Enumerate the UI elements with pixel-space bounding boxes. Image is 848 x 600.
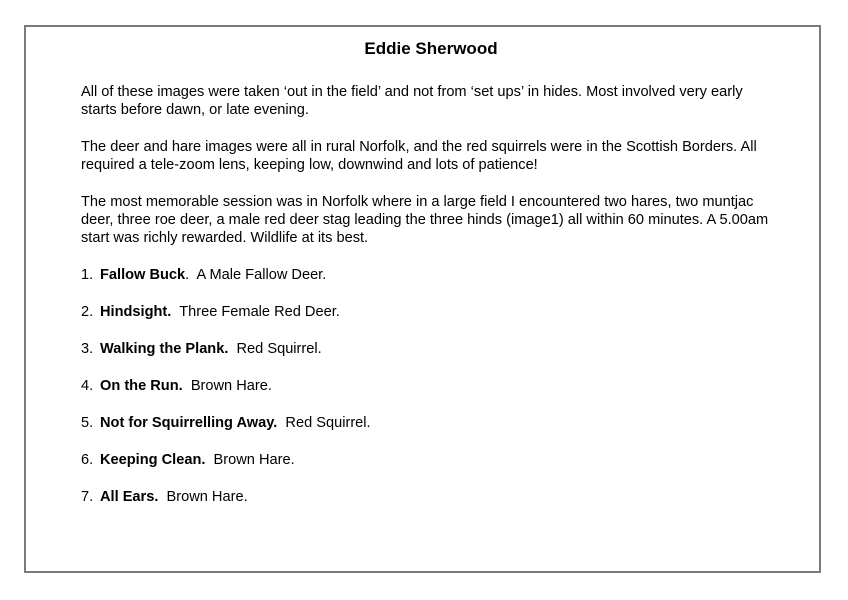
intro-paragraph: All of these images were taken ‘out in the field’ and not from ‘set ups’ in hides. Most involved very early starts before dawn, or late evening.: [81, 84, 743, 118]
document-content: [81, 39, 781, 525]
list-item: [81, 340, 781, 358]
item-description: Three Female Red Deer.: [179, 304, 340, 320]
item-description: A Male Fallow Deer.: [196, 267, 327, 283]
location-paragraph: The deer and hare images were all in rural Norfolk, and the red squirrels were in the Scottish Borders. All required a tele-zoom lens, keeping low, downwind and lots of patience!: [81, 139, 757, 173]
item-number: 1.: [81, 267, 94, 283]
list-item: 1. Fallow Buck. A Male Fallow Deer.: [81, 267, 327, 283]
list-item: [81, 414, 781, 432]
item-number: 3.: [81, 341, 94, 357]
item-number: 6.: [81, 452, 94, 468]
list-item: [81, 303, 781, 321]
item-description: Red Squirrel.: [236, 341, 322, 357]
item-description: Brown Hare.: [166, 489, 248, 505]
item-title: Hindsight.: [100, 304, 172, 320]
item-number: 7.: [81, 489, 94, 505]
list-item: [81, 451, 781, 469]
list-item: [81, 488, 781, 506]
item-number: 5.: [81, 415, 94, 431]
item-description: Red Squirrel.: [285, 415, 371, 431]
item-title: Fallow Buck: [100, 267, 186, 283]
item-title: All Ears.: [100, 489, 159, 505]
item-number: 4.: [81, 378, 94, 394]
item-title: On the Run.: [100, 378, 183, 394]
item-description: Brown Hare.: [213, 452, 295, 468]
item-title: Walking the Plank.: [100, 341, 229, 357]
item-description: Brown Hare.: [190, 378, 272, 394]
item-title: Keeping Clean.: [100, 452, 206, 468]
document-title: Eddie Sherwood: [364, 39, 498, 58]
item-title: Not for Squirrelling Away.: [100, 415, 278, 431]
memorable-session-paragraph: The most memorable session was in Norfolk where in a large field I encountered two hares, two muntjac deer, three roe deer, a male red deer stag leading the three hinds (image1) all within 60 minutes. A 5.00am start was richly rewarded. Wildlife at its best.: [81, 194, 769, 246]
list-item: [81, 377, 781, 395]
page-frame: [24, 25, 821, 573]
image-list: [81, 266, 781, 506]
item-number: 2.: [81, 304, 94, 320]
